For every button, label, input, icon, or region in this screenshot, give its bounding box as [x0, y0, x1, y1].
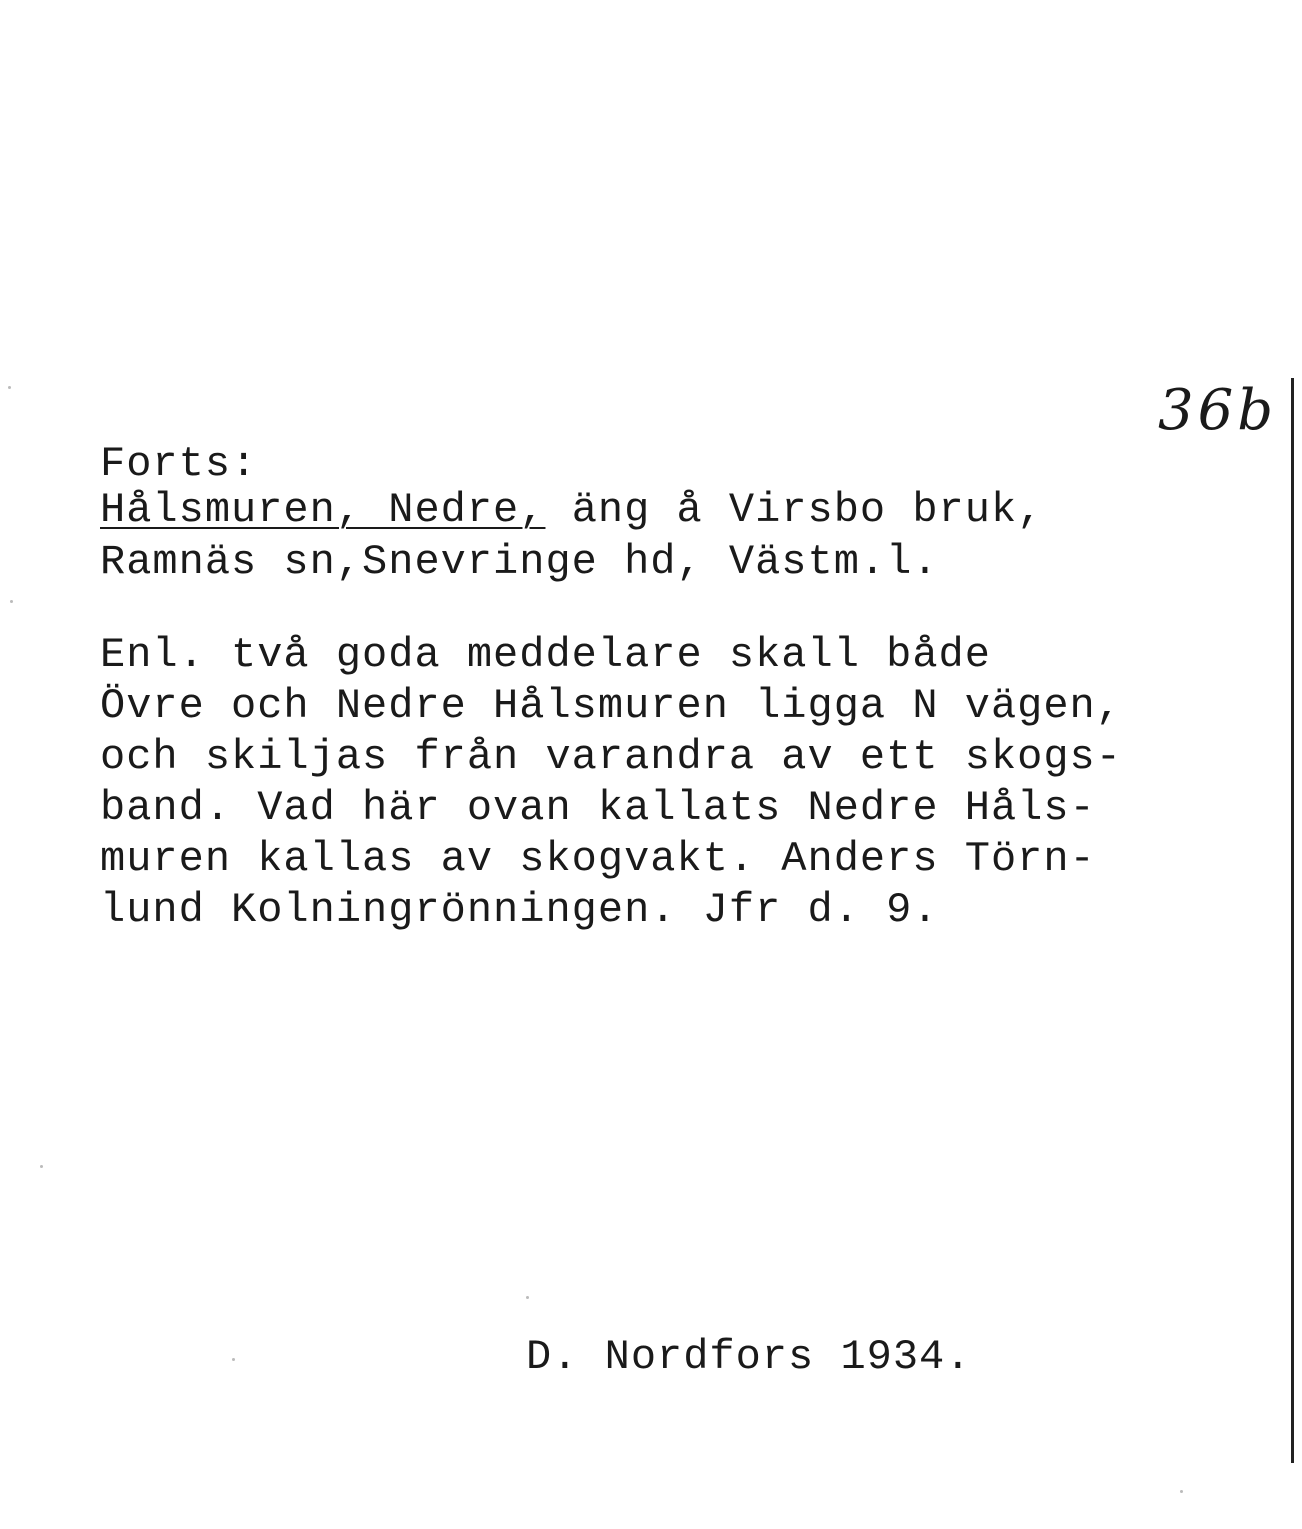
body-line: band. Vad här ovan kallats Nedre Håls-: [100, 784, 1096, 832]
card-edge-line: [1291, 378, 1294, 1463]
catalog-number: 36b: [1158, 378, 1278, 443]
body-line: muren kallas av skogvakt. Anders Törn-: [100, 835, 1096, 883]
body-line: Övre och Nedre Hålsmuren ligga N vägen,: [100, 682, 1122, 730]
body-line: lund Kolningrönningen. Jfr d. 9.: [100, 886, 939, 934]
card-heading: Forts:: [100, 440, 258, 488]
scan-speck: [10, 600, 13, 603]
scan-speck: [1180, 1490, 1183, 1493]
body-line: Enl. två goda meddelare skall både: [100, 631, 991, 679]
signature: D. Nordfors 1934.: [526, 1333, 972, 1381]
entry-body: [100, 630, 1122, 936]
scan-speck: [232, 1358, 235, 1361]
entry-title: [100, 484, 1043, 536]
scan-speck: [526, 1296, 529, 1299]
body-line: och skiljas från varandra av ett skogs-: [100, 733, 1122, 781]
entry-name: Hålsmuren, Nedre,: [100, 486, 546, 534]
entry-description: äng å Virsbo bruk,: [545, 486, 1044, 534]
entry-location: Ramnäs sn,Snevringe hd, Västm.l.: [100, 538, 939, 586]
scan-speck: [8, 386, 11, 389]
scan-speck: [40, 1165, 43, 1168]
